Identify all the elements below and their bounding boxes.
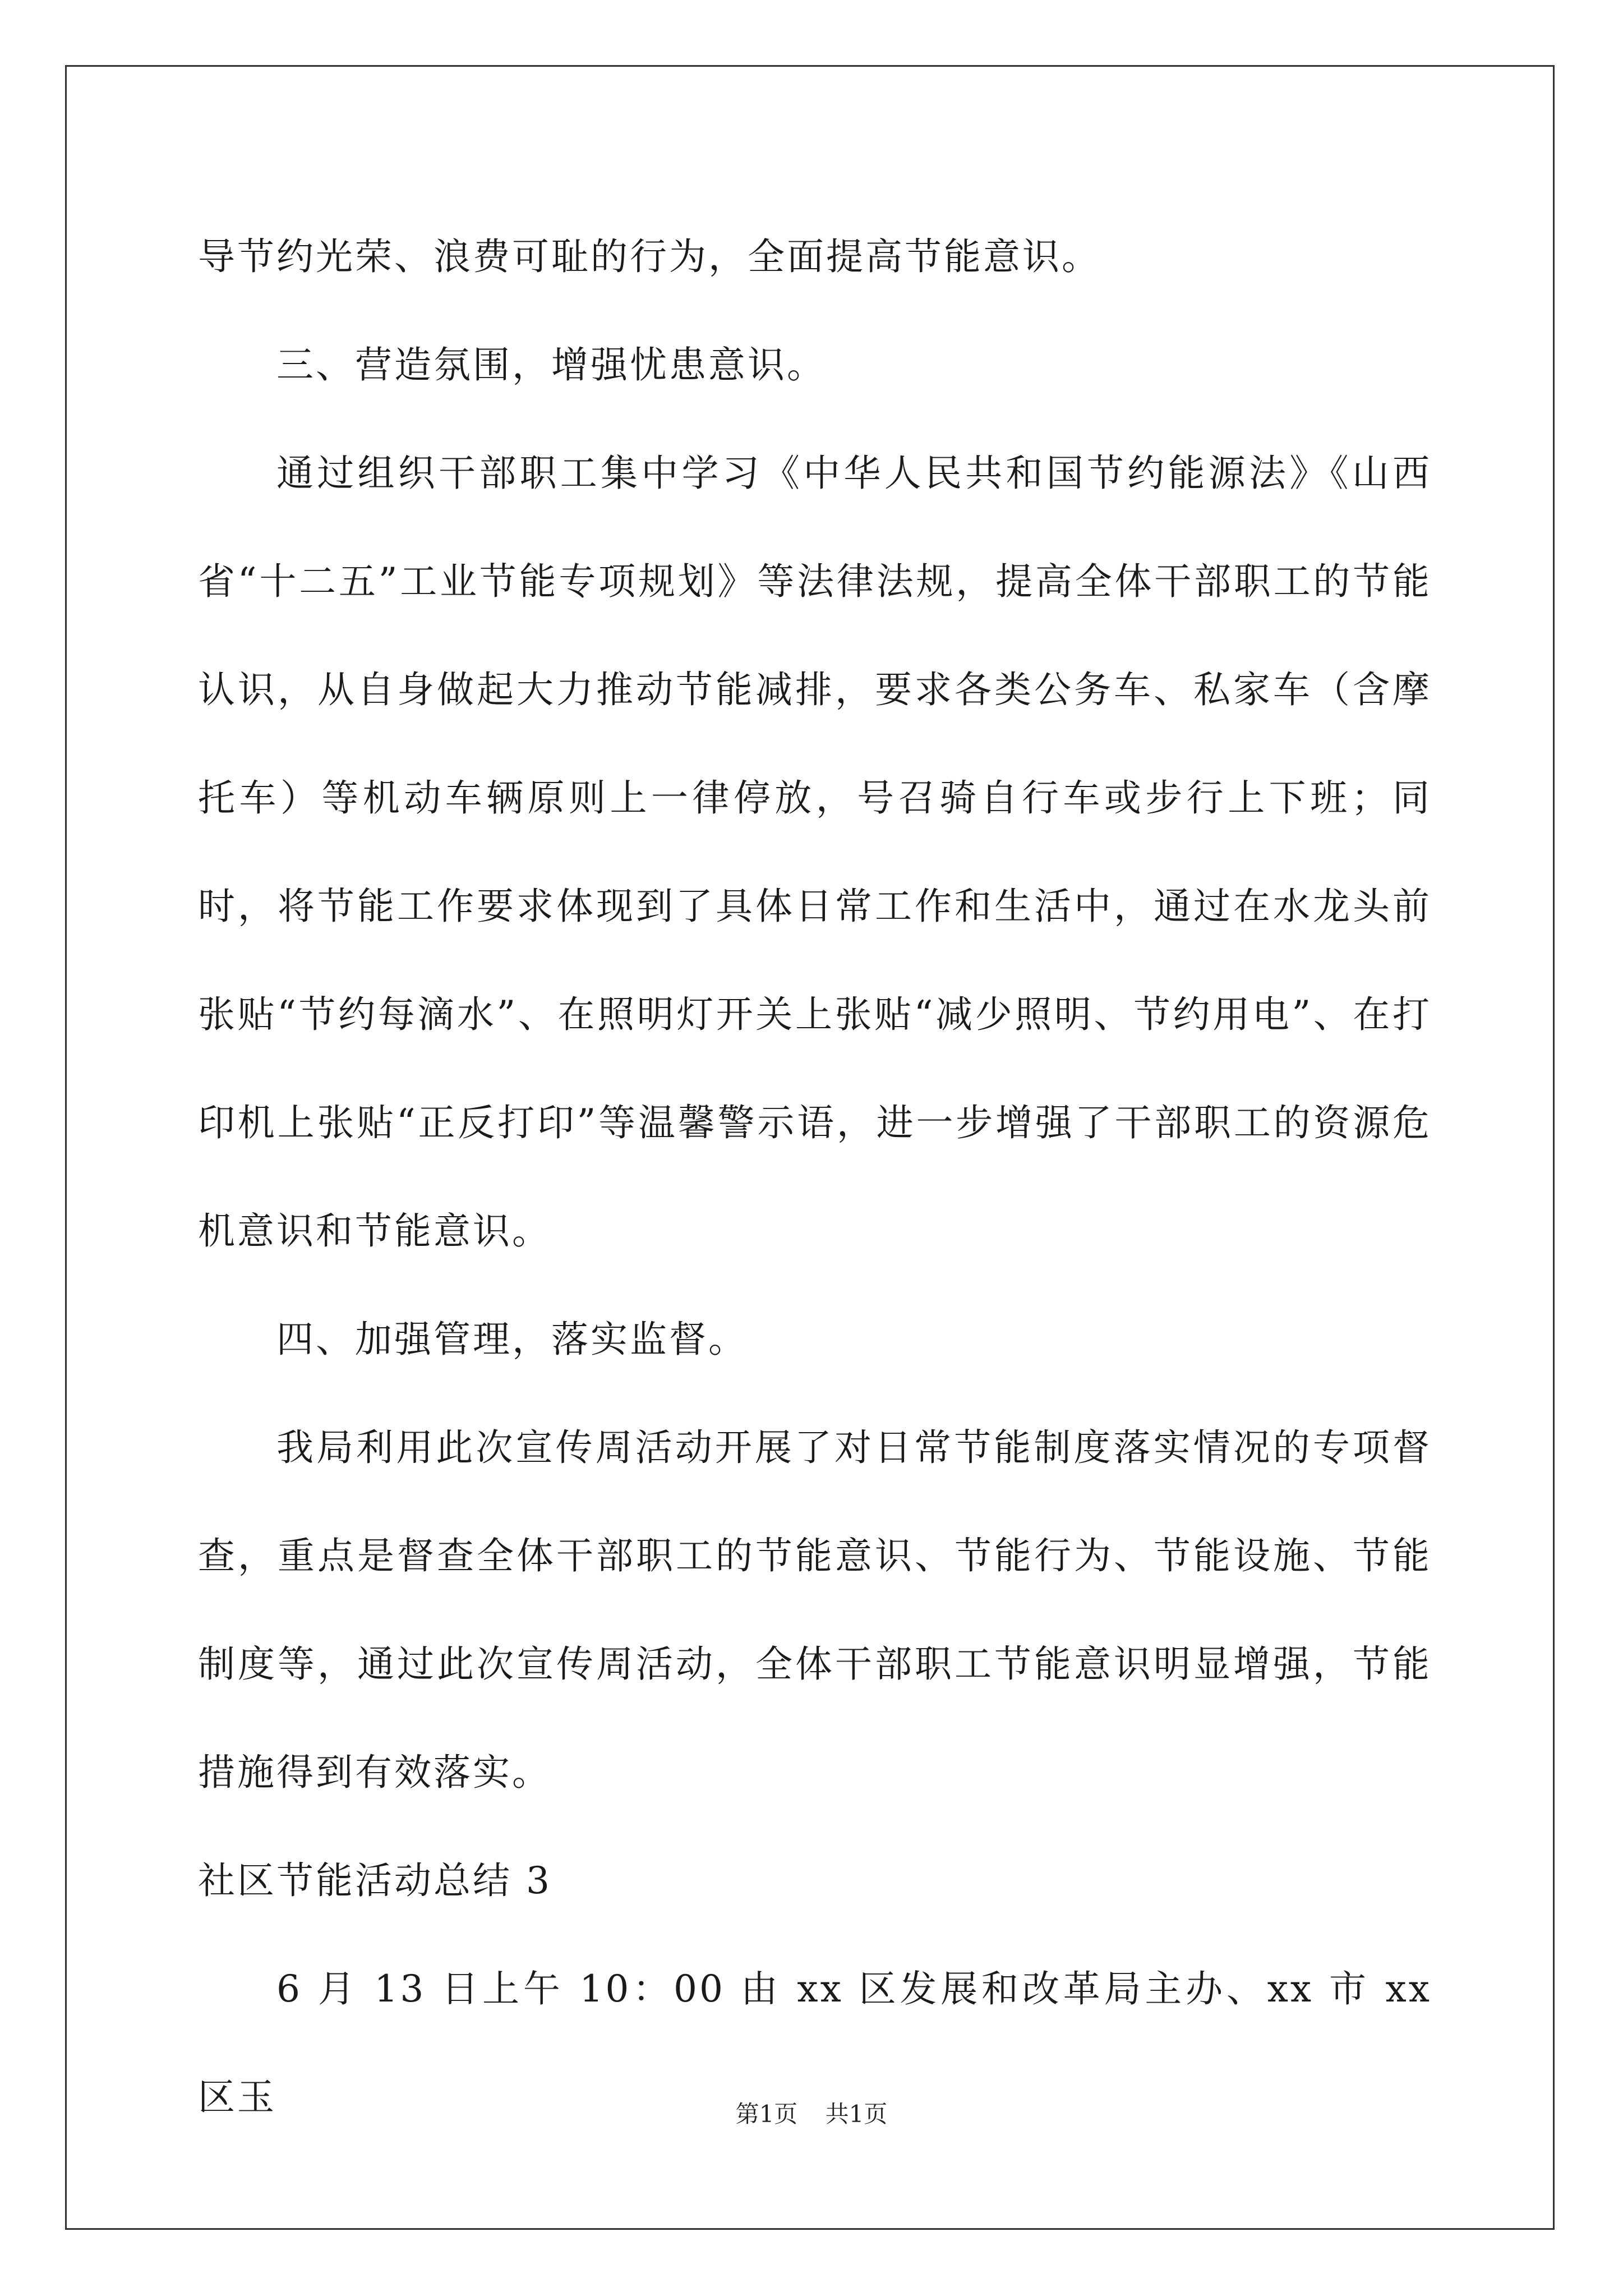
paragraph: 我局利用此次宣传周活动开展了对日常节能制度落实情况的专项督查，重点是督查全体干部职工的节能意识、节能行为、节能设施、节能制度等，通过此次宣传周活动，全体干部职工节能意识明显增强，节能措施得到有效落实。	[198, 1426, 1432, 1794]
document-body	[198, 203, 1432, 2151]
paragraph: 6 月 13 日上午 10：00 由 xx 区发展和改革局主办、xx 市 xx 区玉	[198, 1967, 1432, 2119]
page-total: 共1页	[825, 2100, 888, 2128]
section-heading: 三、营造氛围，增强忧患意识。	[276, 343, 826, 386]
page-number: 第1页	[735, 2100, 798, 2128]
page-footer	[0, 2096, 1623, 2129]
paragraph: 通过组织干部职工集中学习《中华人民共和国节约能源法》《山西省“十二五”工业节能专项规划》等法律法规，提高全体干部职工的节能认识，从自身做起大力推动节能减排，要求各类公务车、私家车（含摩托车）等机动车辆原则上一律停放，号召骑自行车或步行上下班；同时，将节能工作要求体现到了具体日常工作和生活中，通过在水龙头前张贴“节约每滴水”、在照明灯开关上张贴“减少照明、节约用电”、在打印机上张贴“正反打印”等温馨警示语，进一步增强了干部职工的资源危机意识和节能意识。	[198, 452, 1432, 1253]
paragraph: 导节约光荣、浪费可耻的行为，全面提高节能意识。	[198, 235, 1101, 278]
section-heading: 四、加强管理，落实监督。	[276, 1318, 748, 1361]
document-section-title: 社区节能活动总结 3	[198, 1859, 552, 1902]
